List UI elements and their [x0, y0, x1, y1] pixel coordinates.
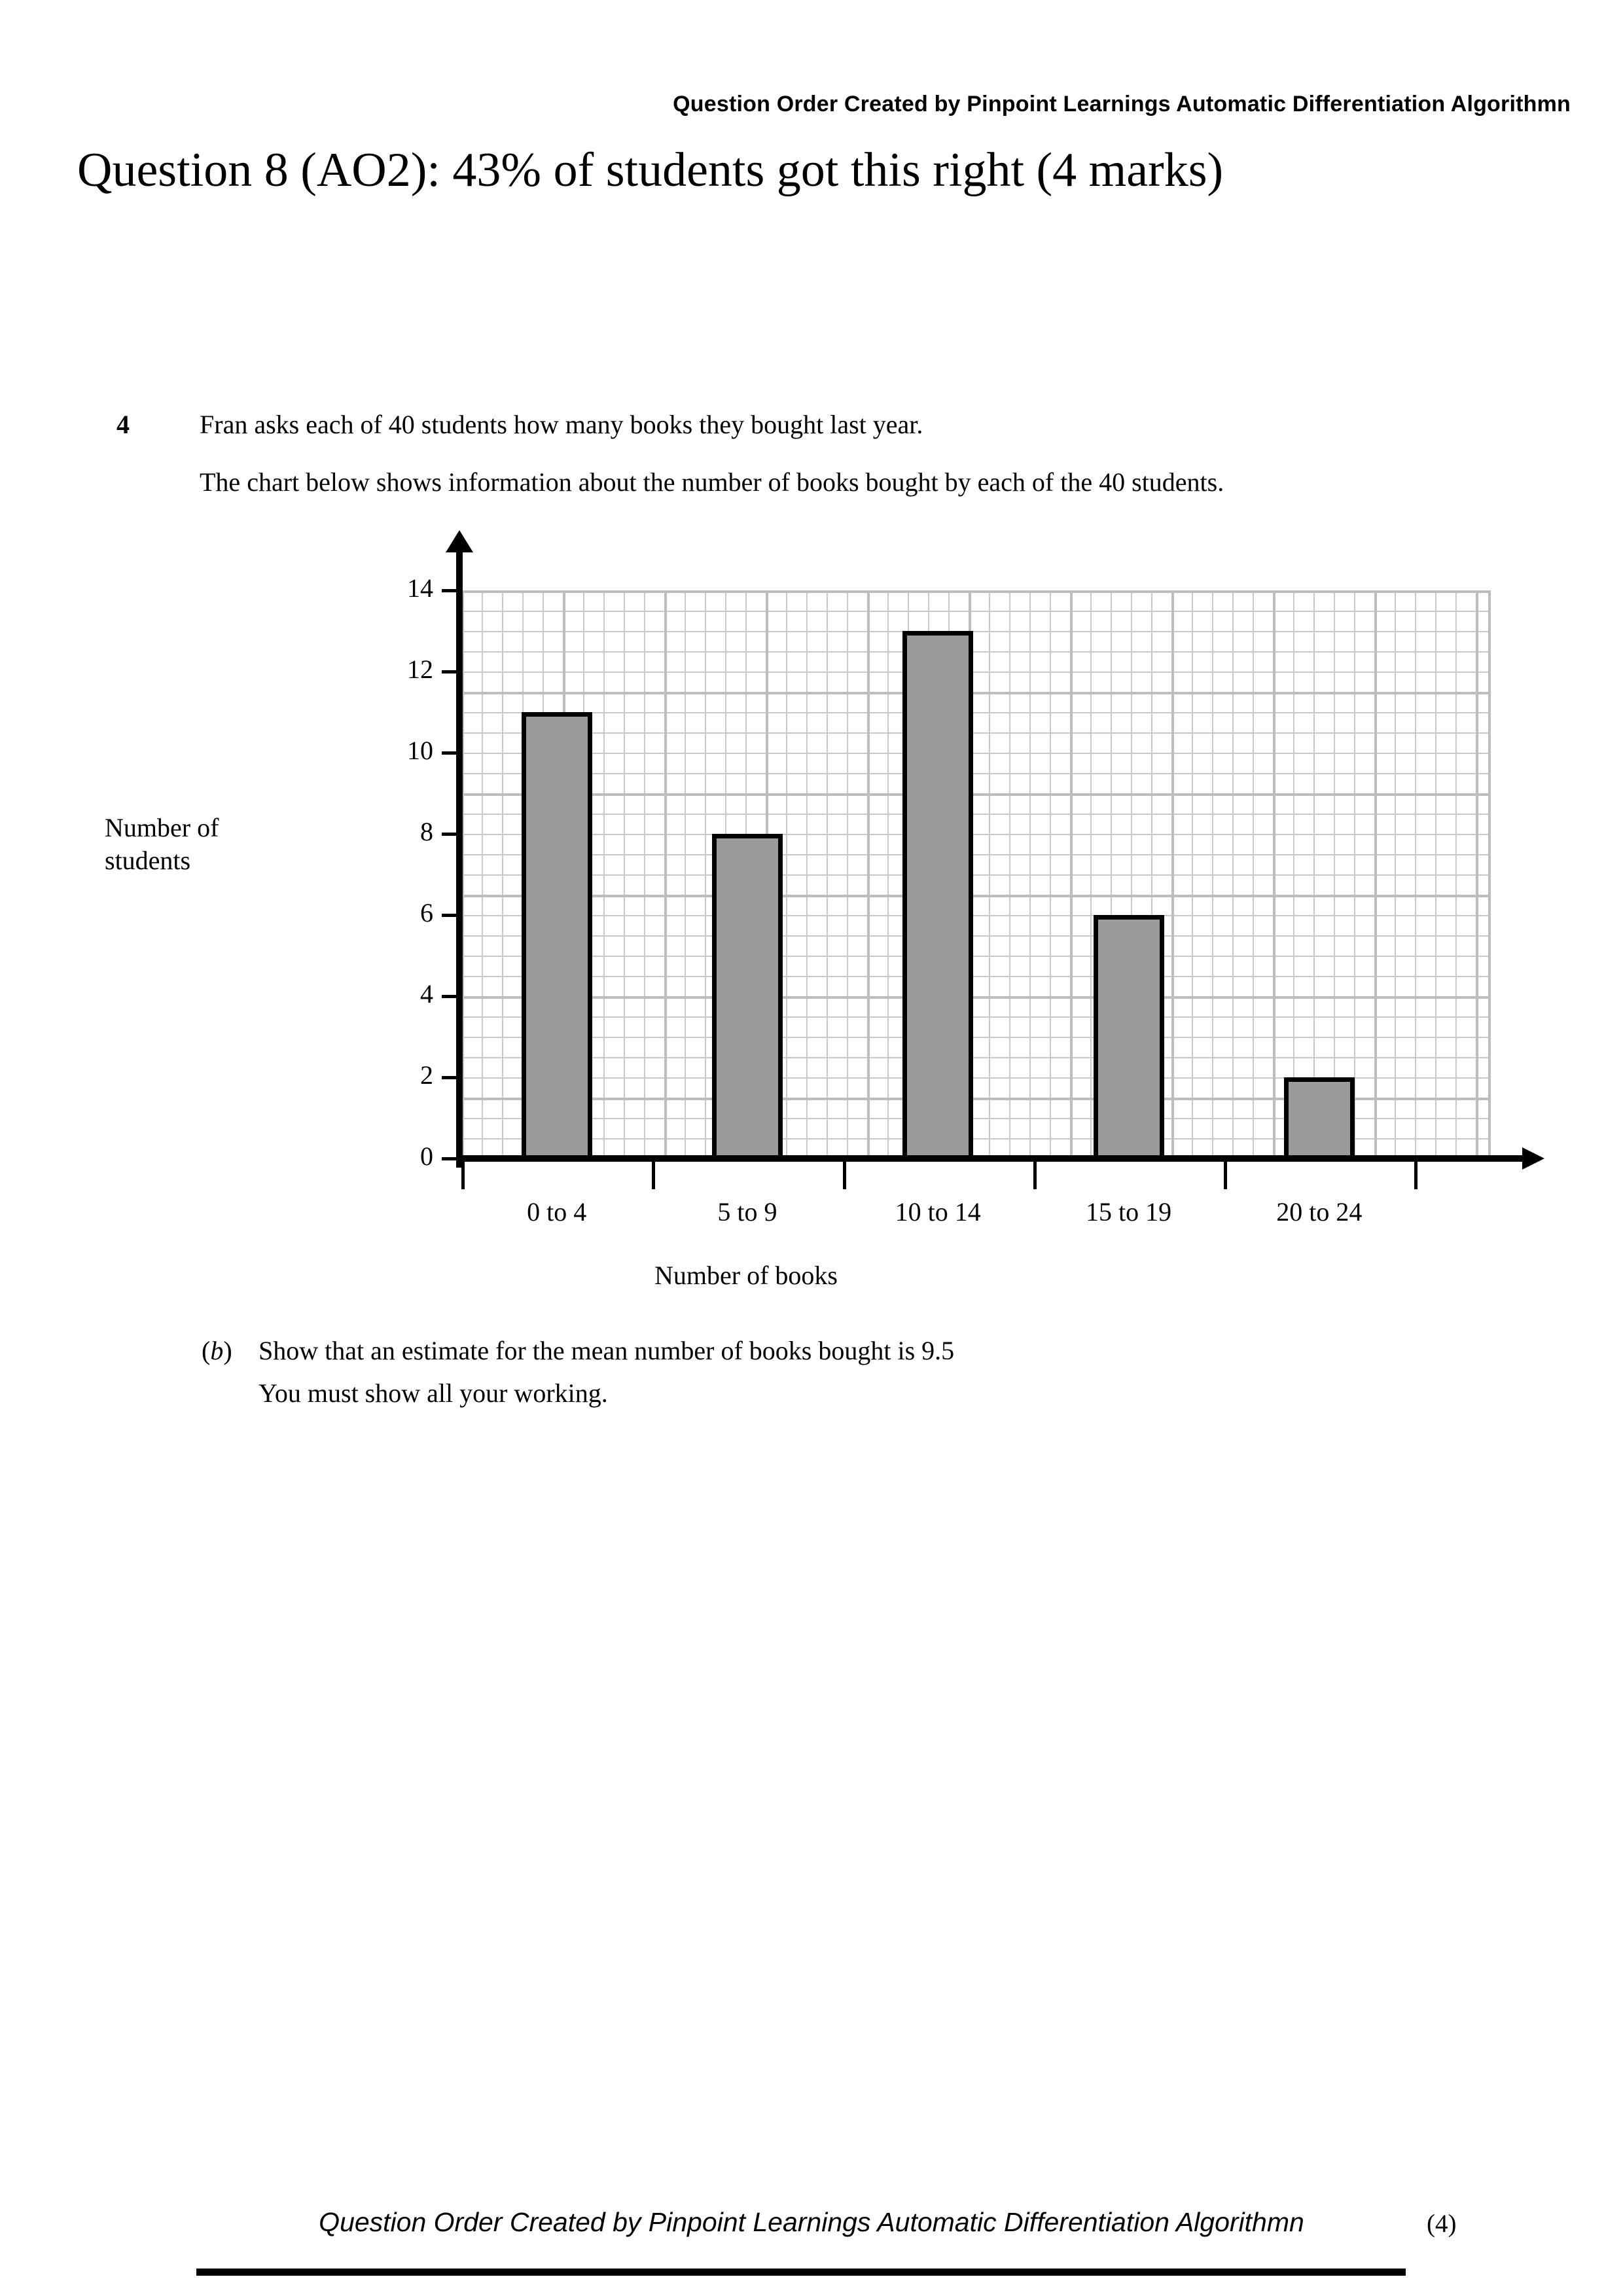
question-number: 4: [116, 410, 130, 439]
chart-grid-major: [461, 590, 1491, 1158]
chart-grid-top-edge: [461, 590, 1491, 593]
chart-bar: [712, 834, 783, 1158]
part-b-paren-open: (: [202, 1336, 211, 1365]
chart-x-category-label: 20 to 24: [1276, 1197, 1363, 1227]
chart-bar: [1094, 915, 1164, 1158]
marks-indicator: (4): [1427, 2210, 1457, 2238]
chart-x-axis-title: Number of books: [654, 1261, 838, 1290]
page-header-banner: Question Order Created by Pinpoint Learnings Automatic Differentiation Algorithmn: [673, 92, 1571, 117]
footer-rule: [196, 2269, 1406, 2276]
bar-chart: [105, 530, 1363, 1290]
chart-y-tick-label: 14: [407, 573, 433, 603]
chart-y-tick-label: 2: [420, 1060, 433, 1090]
chart-x-axis-arrow-icon: [1522, 1147, 1544, 1170]
part-b-marker: [202, 1335, 232, 1366]
chart-y-tick: [442, 914, 459, 917]
part-b-paren-close: ): [223, 1336, 232, 1365]
chart-y-tick: [442, 670, 459, 673]
page-title: Question 8 (AO2): 43% of students got this right (4 marks): [77, 143, 1224, 197]
page-footer-text: Question Order Created by Pinpoint Learnings Automatic Differentiation Algorithmn: [319, 2207, 1304, 2237]
chart-x-category-label: 10 to 14: [895, 1197, 981, 1227]
chart-x-tick: [1224, 1162, 1227, 1189]
chart-x-tick: [843, 1162, 846, 1189]
chart-x-category-label: 15 to 19: [1085, 1197, 1172, 1227]
chart-y-axis-title-line-1: Number of: [105, 813, 219, 842]
chart-x-category-label: 5 to 9: [717, 1197, 777, 1227]
part-b-text-line-1: Show that an estimate for the mean number of books bought is 9.5: [259, 1336, 955, 1365]
chart-y-tick-label: 0: [420, 1141, 433, 1171]
chart-y-axis-title-line-2: students: [105, 846, 191, 875]
chart-y-tick: [442, 833, 459, 836]
chart-y-tick-label: 6: [420, 898, 433, 927]
chart-x-axis: [456, 1155, 1525, 1162]
chart-y-tick: [442, 589, 459, 592]
chart-y-axis: [456, 546, 463, 1168]
chart-y-tick-label: 4: [420, 979, 433, 1009]
chart-y-axis-title: [105, 812, 321, 877]
chart-bar: [902, 631, 973, 1158]
chart-bar: [522, 712, 592, 1158]
chart-y-tick-label: 8: [420, 817, 433, 846]
part-b-letter: b: [210, 1336, 224, 1365]
chart-grid-right-edge: [1488, 590, 1491, 1158]
chart-x-tick: [1414, 1162, 1418, 1189]
chart-y-tick: [442, 995, 459, 998]
question-text-line-2: The chart below shows information about the number of books bought by each of the 40 students.: [200, 467, 1224, 497]
part-b-text-line-2: You must show all your working.: [259, 1378, 608, 1408]
chart-x-tick: [1033, 1162, 1037, 1189]
question-text-line-1: Fran asks each of 40 students how many books they bought last year.: [200, 410, 923, 439]
chart-plot-area: [461, 590, 1491, 1158]
chart-y-tick-label: 12: [407, 655, 433, 684]
chart-y-tick: [442, 1076, 459, 1079]
chart-y-tick-label: 10: [407, 736, 433, 765]
chart-y-tick: [442, 1157, 459, 1160]
chart-x-tick: [652, 1162, 655, 1189]
chart-y-axis-arrow-icon: [446, 530, 473, 552]
chart-y-tick: [442, 751, 459, 755]
chart-x-category-label: 0 to 4: [527, 1197, 587, 1227]
chart-bar: [1284, 1077, 1355, 1158]
chart-x-tick: [461, 1162, 465, 1189]
